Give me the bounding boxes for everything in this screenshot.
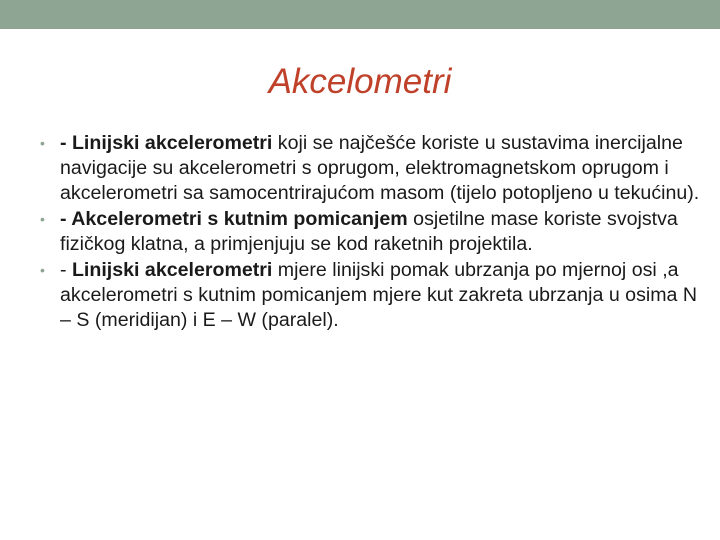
bullet-prefix: - <box>60 132 72 154</box>
bullet-item-linear-accelerometers <box>40 131 700 206</box>
bullet-prefix: - <box>60 208 72 230</box>
bullet-bold-term: Linijski akcelerometri <box>71 132 273 154</box>
slide-title <box>0 56 720 108</box>
bullet-text: koji se najčešće koriste u sustavima inercijalne navigacije su akcelerometri s oprugom, elektromagnetskom oprugom i akcelerometri sa samocentrirajućom masom (tijelo potopljeno u tekućinu). <box>60 132 700 204</box>
bullet-item-measurement-comparison <box>40 258 700 333</box>
bullet-marker: • <box>40 135 45 151</box>
bullet-bold-term: Linijski akcelerometri <box>71 259 273 281</box>
bullet-marker: • <box>40 262 45 278</box>
bullet-bold-term: Akcelerometri s kutnim pomicanjem <box>71 208 408 230</box>
bullet-text: osjetilne mase koriste svojstva fizičkog klatna, a primjenjuju se kod raketnih projektila. <box>60 208 678 255</box>
bullet-list <box>40 131 700 334</box>
bullet-marker: • <box>40 211 45 227</box>
bullet-prefix: - <box>60 259 72 281</box>
bullet-text: mjere linijski pomak ubrzanja po mjernoj osi ,a akcelerometri s kutnim pomicanjem mjere kut zakreta ubrzanja u osima N – S (meridijan) i E – W (paralel). <box>60 259 698 331</box>
top-accent-bar <box>0 0 720 29</box>
bullet-item-angular-accelerometers <box>40 207 700 257</box>
slide-title-text: Akcelometri <box>268 62 452 101</box>
